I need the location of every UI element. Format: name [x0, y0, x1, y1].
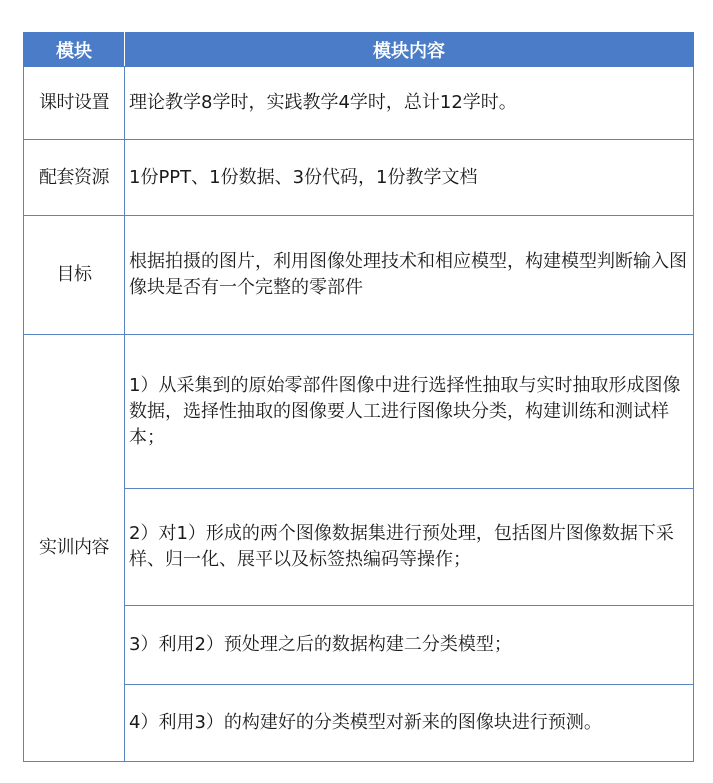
row-label: 目标	[24, 216, 125, 335]
row-class-hours	[24, 67, 694, 140]
row-label: 配套资源	[24, 140, 125, 216]
row-training-1	[24, 335, 694, 489]
row-content: 根据拍摄的图片，利用图像处理技术和相应模型，构建模型判断输入图像块是否有一个完整的零部件	[125, 216, 694, 335]
row-label: 课时设置	[24, 67, 125, 140]
row-content: 理论教学8学时，实践教学4学时，总计12学时。	[125, 67, 694, 140]
row-label-training: 实训内容	[24, 335, 125, 762]
row-training-3	[24, 606, 694, 685]
header-module: 模块	[24, 33, 125, 67]
header-module-content: 模块内容	[125, 33, 694, 67]
row-training-4	[24, 685, 694, 762]
module-table	[23, 32, 694, 762]
training-item: 1）从采集到的原始零部件图像中进行选择性抽取与实时抽取形成图像数据，选择性抽取的图像要人工进行图像块分类，构建训练和测试样本；	[125, 335, 694, 489]
training-item: 2）对1）形成的两个图像数据集进行预处理，包括图片图像数据下采样、归一化、展平以及标签热编码等操作；	[125, 489, 694, 606]
training-item: 3）利用2）预处理之后的数据构建二分类模型；	[125, 606, 694, 685]
header-row	[24, 33, 694, 67]
row-goal	[24, 216, 694, 335]
training-item: 4）利用3）的构建好的分类模型对新来的图像块进行预测。	[125, 685, 694, 762]
row-content: 1份PPT、1份数据、3份代码，1份教学文档	[125, 140, 694, 216]
row-training-2	[24, 489, 694, 606]
row-resources	[24, 140, 694, 216]
